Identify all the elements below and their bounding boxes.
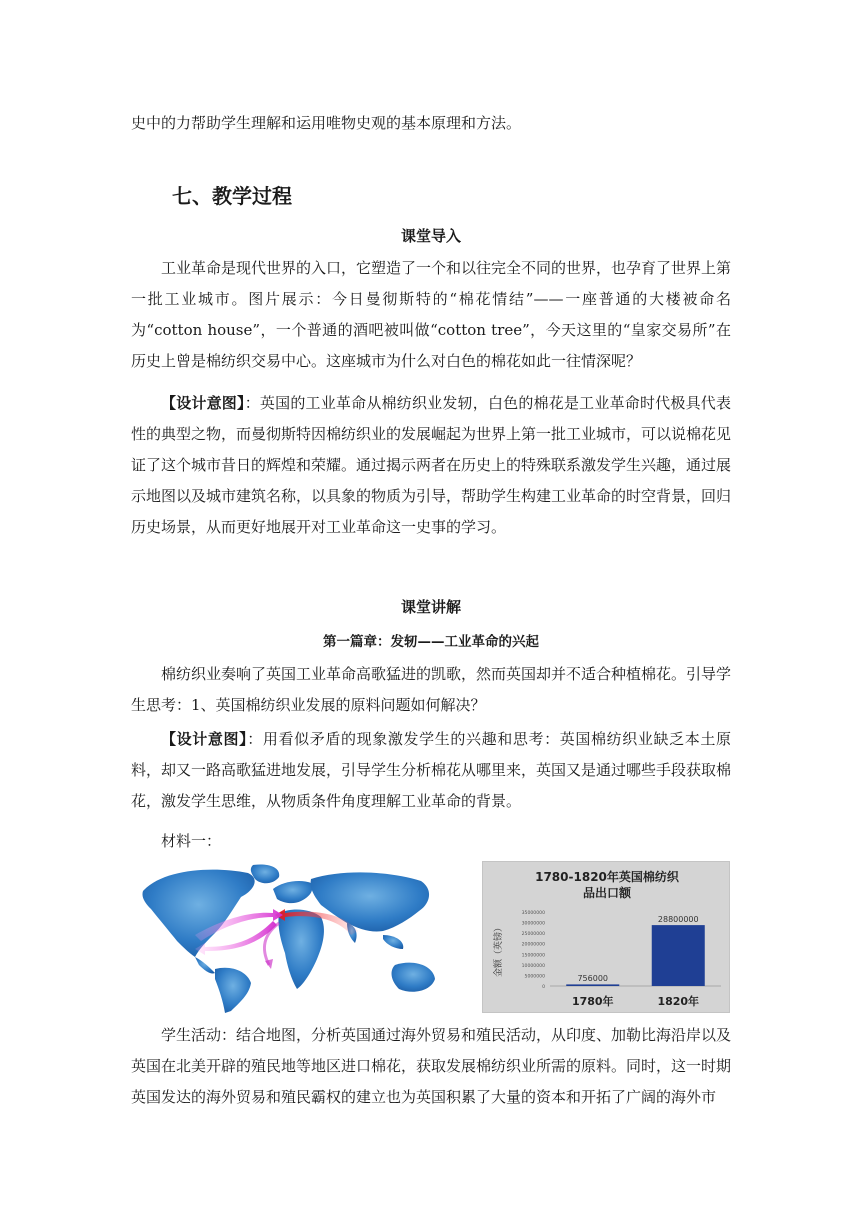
chart-value-label: 28800000 bbox=[657, 915, 699, 925]
export-bar-chart bbox=[482, 861, 730, 1013]
chart-bar bbox=[566, 984, 619, 986]
lecture-design-paragraph bbox=[131, 724, 731, 817]
intro-heading: 课堂导入 bbox=[400, 227, 461, 245]
chart-ytick-label: 25000000 bbox=[521, 932, 545, 938]
chart-bar bbox=[652, 925, 705, 986]
chart-value-label: 756000 bbox=[577, 974, 609, 983]
design-label: 【设计意图】 bbox=[161, 394, 245, 412]
world-map-trade-routes-icon bbox=[133, 861, 443, 1013]
activity-paragraph: 学生活动：结合地图，分析英国通过海外贸易和殖民活动，从印度、加勒比海沿岸以及英国在北美开辟的殖民地等地区进口棉花，获取发展棉纺织业所需的原料。同时，这一时期英国发达的海外贸易和殖民霸权的建立也为英国积累了大量的资本和开拓了广阔的海外市 bbox=[131, 1026, 732, 1106]
chart-title-line2: 品出口额 bbox=[582, 886, 632, 900]
paragraph-continued: 史中的力帮助学生理解和运用唯物史观的基本原理和方法。 bbox=[131, 114, 522, 132]
intro-paragraph: 工业革命是现代世界的入口，它塑造了一个和以往完全不同的世界，也孕育了世界上第一批工业城市。图片展示：今日曼彻斯特的“棉花情结”——一座普通的大楼被命名为“cotton house”，一个普通的酒吧被叫做“cotton tree”，今天这里的“皇家交易所”在历史上曾是棉纺织交易中心。这座城市为什么对白色的棉花如此一往情深呢？ bbox=[131, 259, 732, 370]
intro-design-text: ：英国的工业革命从棉纺织业发轫，白色的棉花是工业革命时代极具代表性的典型之物，而曼彻斯特因棉纺织业的发展崛起为世界上第一批工业城市，可以说棉花见证了这个城市昔日的辉煌和荣耀。通过揭示两者在历史上的特殊联系激发学生兴趣，通过展示地图以及城市建筑名称，以具象的物质为引导，帮助学生构建工业革命的时空背景，回归历史场景，从而更好地展开对工业革命这一史事的学习。 bbox=[131, 394, 732, 536]
lecture-design-text: ：用看似矛盾的现象激发学生的兴趣和思考：英国棉纺织业缺乏本土原料，却又一路高歌猛进地发展，引导学生分析棉花从哪里来，英国又是通过哪些手段获取棉花，激发学生思维，从物质条件角度理解工业革命的背景。 bbox=[131, 730, 732, 810]
chart-ytick-label: 0 bbox=[542, 985, 545, 990]
chart-ytick-label: 5000000 bbox=[524, 974, 545, 980]
chart-title-line1: 1780-1820年英国棉纺织 bbox=[535, 870, 679, 884]
chapter-heading: 第一篇章：发轫——工业革命的兴起 bbox=[323, 634, 539, 650]
chart-ytick-label: 15000000 bbox=[521, 953, 545, 959]
intro-design-paragraph bbox=[131, 388, 731, 543]
chart-ytick-label: 35000000 bbox=[521, 911, 545, 916]
chart-ytick-label: 30000000 bbox=[521, 921, 545, 927]
chart-ytick-label: 10000000 bbox=[521, 963, 545, 969]
lecture-heading: 课堂讲解 bbox=[400, 598, 461, 616]
chart-category-label: 1820年 bbox=[657, 995, 700, 1008]
design-label: 【设计意图】 bbox=[161, 730, 248, 748]
lecture-paragraph: 棉纺织业奏响了英国工业革命高歌猛进的凯歌，然而英国却并不适合种植棉花。引导学生思考：1、英国棉纺织业发展的原料问题如何解决？ bbox=[131, 665, 732, 714]
section-title: 七、教学过程 bbox=[172, 184, 292, 208]
material-label: 材料一： bbox=[161, 832, 222, 850]
chart-category-label: 1780年 bbox=[571, 995, 614, 1008]
chart-ytick-label: 20000000 bbox=[521, 942, 545, 948]
chart-ylabel: 金额（英镑） bbox=[494, 922, 504, 978]
